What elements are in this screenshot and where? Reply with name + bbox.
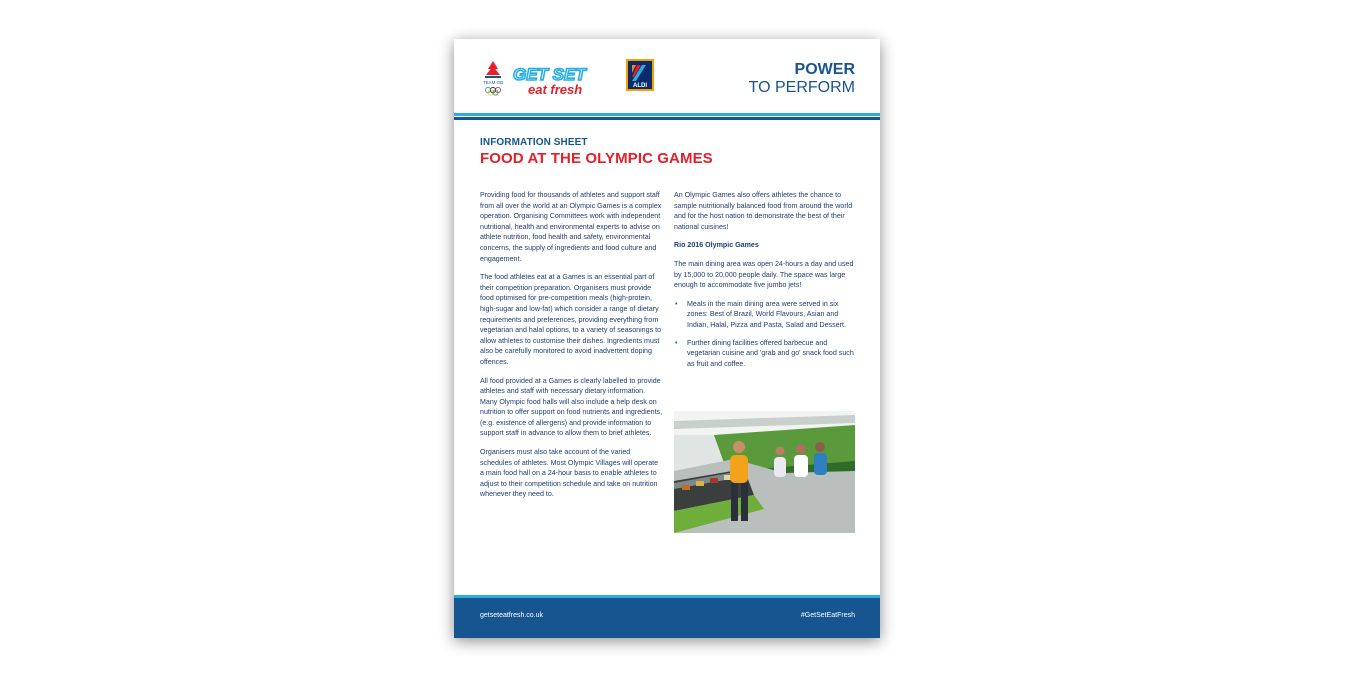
eatfresh-wordmark: eat fresh bbox=[528, 82, 583, 97]
section-label: INFORMATION SHEET bbox=[480, 137, 588, 148]
footer-hashtag: #GetSetEatFresh bbox=[800, 612, 855, 619]
left-column bbox=[480, 190, 663, 508]
rio-heading: Rio 2016 Olympic Games bbox=[674, 241, 759, 250]
power-line: POWER bbox=[794, 61, 855, 78]
header-stripe-cyan bbox=[454, 113, 880, 116]
list-item: • Meals in the main dining area were served in six zones: Best of Brazil, World Flavours, Asian and Indian, Halal, Pizza and Pasta, Salad and Dessert. bbox=[687, 299, 857, 331]
information-sheet-page bbox=[454, 39, 880, 638]
header-stripe-navy bbox=[454, 117, 880, 120]
bullet-list bbox=[674, 299, 857, 370]
paragraph: All food provided at a Games is clearly labelled to provide athletes and staff with necessary dietary information. Many Olympic food halls will also include a help desk on nutrition to offer support on food nutrients and ingredients, (e.g. existence of allergens) and provide information to support staff in advance to allow them to brief athletes. bbox=[480, 376, 663, 438]
paragraph: Providing food for thousands of athletes and support staff from all over the world at an Olympic Games is a complex operation. Organising Committees work with independent nutritional, health and environmental experts to advise on athlete nutrition, food health and safety, environmental concerns, the supply of ingredients and food culture and engagement. bbox=[480, 191, 662, 263]
rio-paragraph: The main dining area was open 24-hours a day and used by 15,000 to 20,000 people daily. The space was large enough to accommodate five jumbo jets! bbox=[674, 259, 854, 290]
paragraph: The food athletes eat at a Games is an essential part of their competition preparation. Organisers must provide food optimised for pre-competition meals (high-protein, high-sugar and low-fat) which consider a range of dietary requirements and preferences, providing everything from vegetarian and halal options, to a variety of seasonings to allow athletes to customise their dishes. Ingredients must also be carefully monitored to avoid inadvertent doping offences. bbox=[480, 273, 662, 366]
right-column bbox=[674, 190, 857, 377]
get-set-eat-fresh-logo bbox=[512, 63, 590, 97]
paragraph: Organisers must also take account of the varied schedules of athletes. Most Olympic Villages will operate a main food hall on a 24-hour basis to enable athletes to adjust to their competition schedule and take on nutrition whenever they need to. bbox=[480, 448, 659, 499]
power-to-perform-heading bbox=[749, 61, 855, 97]
aldi-logo bbox=[626, 59, 654, 91]
to-perform-line: TO PERFORM bbox=[748, 79, 855, 96]
footer-bar bbox=[454, 598, 880, 638]
getset-wordmark: GET SET bbox=[513, 65, 586, 84]
team-gb-label: TEAM GB bbox=[482, 80, 504, 85]
aldi-label: ALDI bbox=[633, 83, 647, 89]
footer-website-link[interactable]: getseteatfresh.co.uk bbox=[480, 612, 544, 619]
team-gb-logo bbox=[482, 59, 504, 97]
list-item: • Further dining facilities offered barbecue and vegetarian cuisine and 'grab and go' snack food such as fruit and coffee. bbox=[687, 338, 857, 370]
intro-paragraph: An Olympic Games also offers athletes the chance to sample nutritionally balanced food from around the world and for the host nation to demonstrate the best of their national cuisines! bbox=[674, 191, 853, 231]
dining-hall-photo bbox=[674, 411, 855, 533]
page-title: FOOD AT THE OLYMPIC GAMES bbox=[480, 150, 713, 167]
